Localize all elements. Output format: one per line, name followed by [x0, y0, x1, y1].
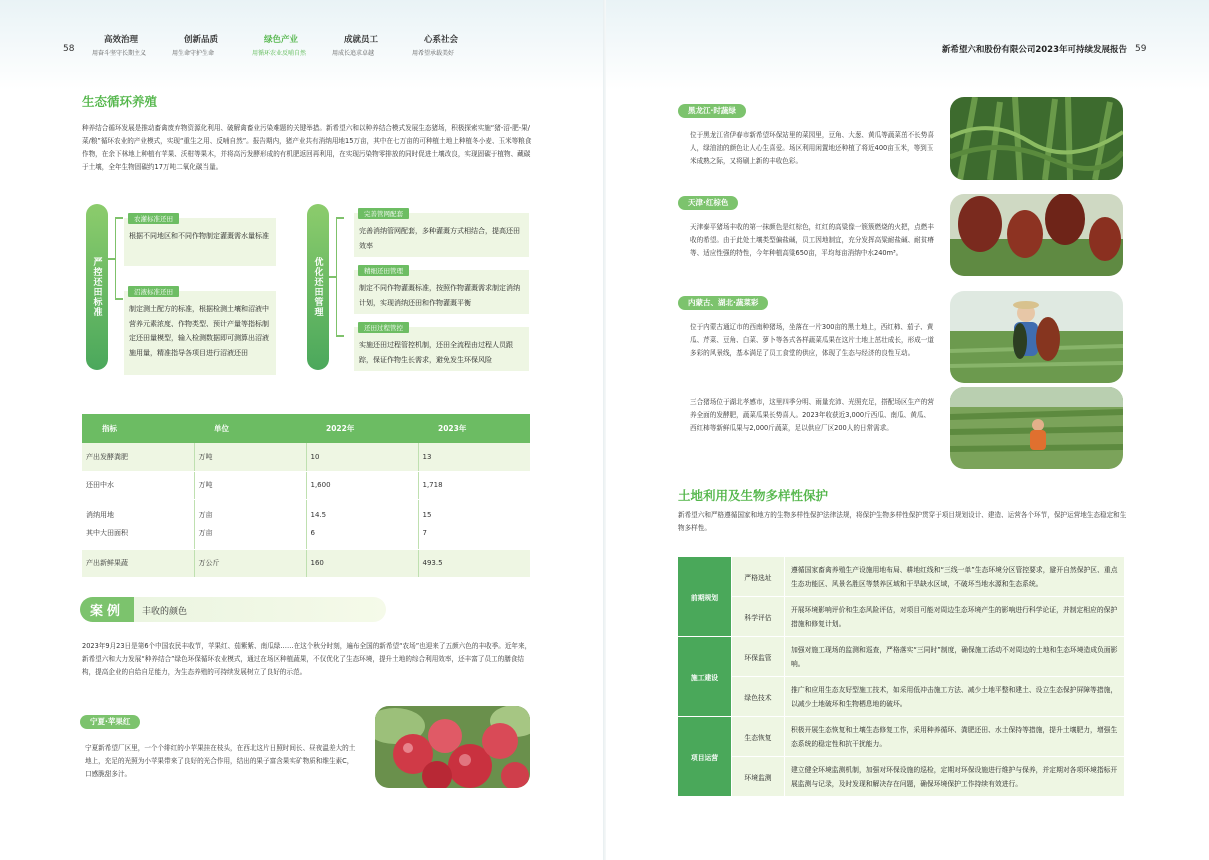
nav-sub: 用循环农业反哺自然: [252, 50, 307, 57]
group-cell: 施工建设: [678, 637, 732, 717]
nav-title: 高效治理: [104, 35, 139, 45]
nav-title: 心系社会: [424, 35, 459, 45]
pillar-optimize-management: 优化还田管理: [307, 204, 329, 370]
page-number-right: 59: [1135, 44, 1147, 54]
box-pipe-network: [354, 210, 529, 257]
table-row: [678, 597, 1125, 637]
cell-line: 15: [422, 511, 432, 519]
sub-cell: 环境监测: [732, 757, 785, 797]
table-cell: 493.5: [418, 549, 530, 577]
table-cell: [82, 499, 194, 549]
table-cell: 万公斤: [194, 549, 306, 577]
box-text: 制定测土配方的标准，根据检测土壤和沼液中营养元素浓度、作物类型、预计产量等指标制定还田量模型，输入检测数据即可测算出沼液施用量，精准指导各项目进行沼液还田: [129, 305, 269, 357]
cell-line: 6: [310, 529, 315, 537]
nav-sub: 用成长追求卓越: [332, 50, 375, 57]
biodiversity-intro: 新希望六和严格遵循国家和地方的生物多样性保护法律法规，将保护生物多样性保护贯穿于项目规划设计、建造、运营各个环节，保护运营地生态稳定和生物多样性。: [678, 511, 1127, 532]
table-row: [678, 757, 1125, 797]
box-label: 沼液标准还田: [128, 286, 179, 297]
table-cell: 160: [306, 549, 418, 577]
nav-item-quality[interactable]: [164, 33, 244, 57]
desc-cell: 推广和应用生态友好型施工技术，如采用低冲击施工方法、减少土地平整和建土、设立生态保护屏障等措施，以减少土地破坏和生物栖息地的破坏。: [785, 677, 1125, 717]
table-cell: 1,718: [418, 471, 530, 499]
cell-line: 万亩: [198, 529, 213, 537]
nav-item-employees[interactable]: [324, 33, 404, 57]
nav-sub: 用生命守护生命: [172, 50, 215, 57]
case-paragraph: 2023年9月23日是第6个中国农民丰收节，苹果红、茄紫紫、南瓜绿……在这个秋分时刻，遍布全国的新希望“农场”也迎来了五颜六色的丰收季。近年来，新希望六和大力发展“种养结合”绿色环保循环农业模式，通过在场区种植蔬果，不仅优化了生态环境，提升土地的综合利用效率，还丰富了员工的膳食结构，提高企业的自给自足能力，为生态养殖的可持续发展树立了良好的示范。: [82, 642, 532, 676]
group-cell: 项目运营: [678, 717, 732, 797]
bracket-link: [108, 258, 116, 260]
nav-item-governance[interactable]: [84, 33, 164, 57]
box-label: 农灌标准还田: [128, 213, 179, 224]
table-row: [678, 677, 1125, 717]
box-text: 制定不同作物灌溉标准，按照作物灌溉需求制定消纳计划，实现消纳还田和作物灌溉平衡: [359, 284, 520, 307]
nav-sub: 用希望承载美好: [412, 50, 455, 57]
corn-photo: [950, 97, 1123, 180]
bracket-link: [329, 276, 337, 278]
table-row: [82, 499, 530, 549]
sorghum-photo: [950, 194, 1123, 276]
section-title-land-biodiversity: 土地利用及生物多样性保护: [678, 488, 829, 503]
section-title-eco-cycle: 生态循环养殖: [82, 94, 158, 109]
nav-sub: 用奋斗坚守长期主义: [92, 50, 147, 57]
table-row: [82, 443, 530, 471]
bracket-tip: [115, 217, 123, 219]
table-header: 2023年: [418, 414, 530, 443]
table-cell: [306, 499, 418, 549]
report-title: 新希望六和股份有限公司2023年可持续发展报告: [941, 45, 1127, 55]
desc-cell: 开展环境影响评价和生态风险评估，对项目可能对周边生态环境产生的影响进行科学论证，并制定相应的保护措施和修复计划。: [785, 597, 1125, 637]
ningxia-text: 宁夏新希望厂区里，一个个绯红的小苹果挂在枝头，在西北这片日照时间长、昼夜温差大的土地上，充足的光照为小苹果带来了良好的光合作用，结出的果子富含果实矿物质和维生素C，口感脆甜多汁。: [85, 744, 356, 778]
table-row: [678, 717, 1125, 757]
table-cell: 万吨: [194, 471, 306, 499]
pill-tianjin: 天津·红棕色: [678, 196, 738, 210]
data-table: [82, 414, 530, 578]
neimenggu-text: 位于内蒙古通辽市的西南种猪场，坐落在一片300亩的黑土地上，西红柿、茄子、黄瓜、芹菜、豆角、白菜、萝卜等各式各样蔬菜瓜果在这片土地上茁壮成长，形成一道多彩的风景线，基本满足了员工食堂的供应，体现了生态与经济的良性互动。: [690, 323, 934, 357]
box-text: 完善消纳管网配套，多种灌溉方式相结合，提高还田效率: [359, 227, 520, 250]
box-label: 精细还田管理: [358, 265, 409, 276]
pill-neimenggu-hubei: 内蒙古、湖北·蔬菜彩: [678, 296, 768, 310]
apple-photo: [375, 706, 530, 788]
table-cell: 产出新鲜果蔬: [82, 549, 194, 577]
heilongjiang-text: 位于黑龙江省伊春市新希望环保站里的菜园里，豆角、大葱、黄瓜等蔬菜茁不长势喜人，绿油油的颜色让人心生喜爱。场区利用闲置地还种植了将近400亩玉米，等到玉米成熟之际，又将刷上新的丰收色彩。: [690, 131, 934, 165]
desc-cell: 遵循国家畜禽养殖生产设施用地布局、耕地红线和“三线一单”生态环境分区管控要求，避开自然保护区、重点生态功能区、风景名胜区等禁养区域和干旱缺水区域，不破坏当地水源和生态系统。: [785, 557, 1125, 597]
sub-cell: 绿色技术: [732, 677, 785, 717]
table-cell: [194, 499, 306, 549]
box-label: 完善管网配套: [358, 208, 409, 219]
vegetable-photo: [950, 291, 1123, 383]
tianjin-text: 天津泰平猪场丰收的第一抹颜色是红棕色，红红的高粱像一簇簇燃烧的火把，点燃丰收的希望。由于此处土壤类型偏盐碱，员工因地制宜，充分发挥高粱耐盐碱、耐贫瘠等、适应性强的特性，今年种植高粱650亩，平均每亩消纳中水240m³。: [690, 223, 934, 257]
pill-heilongjiang: 黑龙江·时蔬绿: [678, 104, 746, 118]
field-photo: [950, 387, 1123, 469]
table-cell: 1,600: [306, 471, 418, 499]
cell-line: 其中大田面积: [86, 529, 128, 537]
group-cell: 前期规划: [678, 557, 732, 637]
box-process-control: [354, 324, 529, 371]
table-header: 2022年: [306, 414, 418, 443]
sub-cell: 科学评估: [732, 597, 785, 637]
cell-line: 万亩: [198, 511, 213, 519]
box-fine-management: [354, 267, 529, 314]
desc-cell: 加强对施工现场的监测和巡查，严格落实“三同时”制度，确保施工活动不对周边的土地和生态环境造成负面影响。: [785, 637, 1125, 677]
table-row: [678, 557, 1125, 597]
table-cell: [418, 499, 530, 549]
box-irrigation-standard: [124, 215, 276, 266]
bracket-tip: [336, 217, 344, 219]
nav-item-society[interactable]: [404, 33, 484, 57]
pillar-strict-standards: 严控还田标准: [86, 204, 108, 370]
box-text: 实施还田过程管控机制，还田全流程由过程人员跟踪，保证作物生长需求，避免发生环保风险: [359, 341, 513, 364]
nav-item-green[interactable]: [244, 33, 324, 57]
table-header: 单位: [194, 414, 306, 443]
page-number-left: 58: [63, 44, 75, 54]
nav-title: 绿色产业: [264, 35, 299, 45]
desc-cell: 积极开展生态恢复和土壤生态修复工作，采用种养循环、粪肥还田、水土保持等措施，提升土壤肥力，增强生态系统的稳定性和抗干扰能力。: [785, 717, 1125, 757]
cell-line: 7: [422, 529, 427, 537]
table-cell: 10: [306, 443, 418, 471]
case-tag: 案例: [80, 597, 134, 622]
hubei-text: 三合猪场位于湖北孝感市，这里四季分明、雨量充沛、光照充足，搭配场区生产的营养全面的发酵肥，蔬菜瓜果长势喜人。2023年收获近3,000斤西瓜、南瓜、黄瓜、西红柿等新鲜瓜果与2,000斤蔬菜，足以供应厂区200人的日常需求。: [690, 398, 934, 432]
nav-title: 成就员工: [344, 35, 379, 45]
box-slurry-standard: [124, 288, 276, 375]
cell-line: 消纳用地: [86, 511, 114, 519]
table-header-row: [82, 414, 530, 443]
cell-line: 14.5: [310, 511, 327, 519]
case-title: 丰收的颜色: [142, 607, 188, 617]
nav-title: 创新品质: [184, 35, 219, 45]
table-row: [678, 637, 1125, 677]
section-nav: [84, 33, 484, 57]
biodiversity-table: [677, 556, 1125, 797]
pill-ningxia: 宁夏·苹果红: [80, 715, 140, 729]
table-row: [82, 471, 530, 499]
box-label: 还田过程管控: [358, 322, 409, 333]
table-header: 指标: [82, 414, 194, 443]
sub-cell: 严格选址: [732, 557, 785, 597]
box-text: 根据不同地区和不同作物制定灌溉需水量标准: [129, 232, 269, 240]
intro-paragraph: 种养结合循环发展是推动畜禽废弃物资源化利用、破解禽畜业污染难题的关键举措。新希望六和以种养结合模式发展生态猪场，积极探索实施“猪-沼-肥-果/菜/粮”循环农业的产业模式，实现“重生之用、反哺自然”。报告期内，猪产业共有消纳用地15万亩，其中在七万亩的可种植土地上种植冬小麦、玉米等粮食作物，在余下林地上种植有苹果、沃柑等果木，并将高污发酵形成的有机肥返回再利用，在实现污染物零排放的同时促进土壤改良，实现固碳于植物、藏碳于土壤，全年生物固碳约17万吨二氧化碳当量。: [82, 124, 532, 171]
table-cell: 还田中水: [82, 471, 194, 499]
page-gutter: [603, 0, 606, 860]
bracket-tip: [115, 298, 123, 300]
desc-cell: 建立健全环境监测机制，加强对环保设施的巡检，定期对环保设施进行维护与保养，并定期对各项环境指标开展监测与记录，及时发现和解决存在问题，确保环境保护工作持续有效进行。: [785, 757, 1125, 797]
bracket-tip: [336, 335, 344, 337]
sub-cell: 生态恢复: [732, 717, 785, 757]
table-cell: 13: [418, 443, 530, 471]
table-cell: 产出发酵粪肥: [82, 443, 194, 471]
table-row: [82, 549, 530, 577]
sub-cell: 环保监管: [732, 637, 785, 677]
table-cell: 万吨: [194, 443, 306, 471]
